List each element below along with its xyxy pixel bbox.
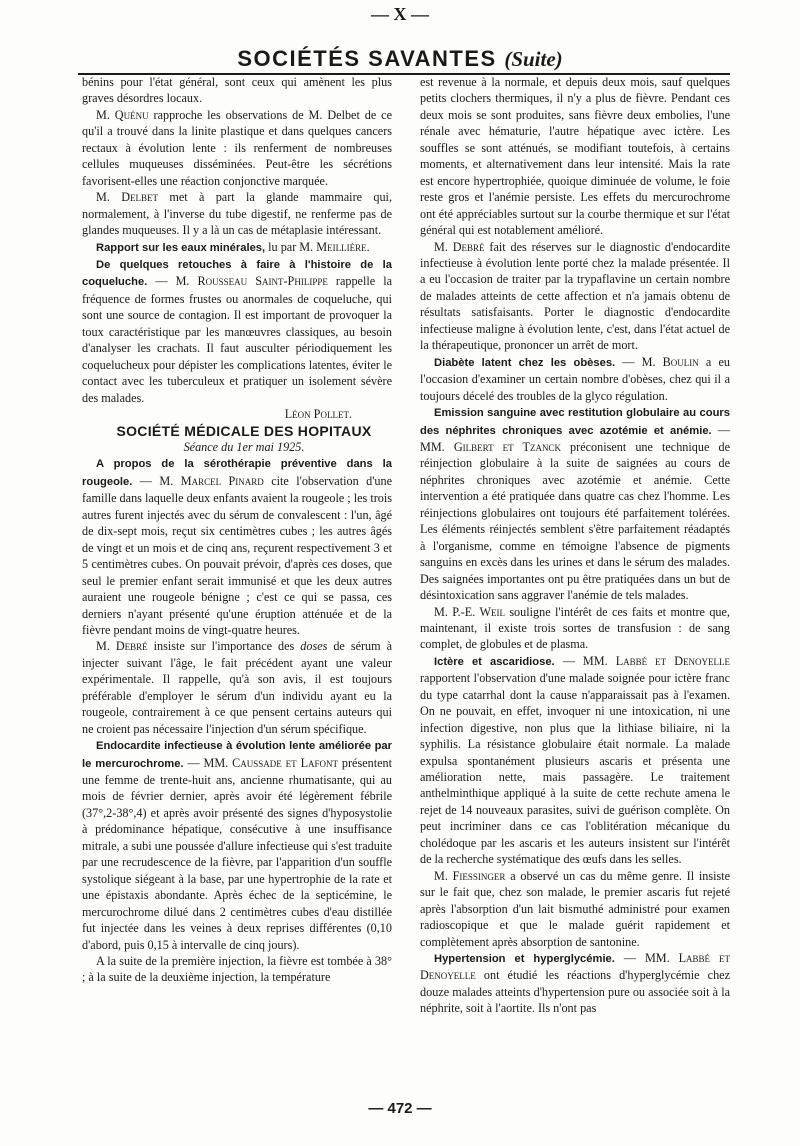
paragraph: Ictère et ascaridiose. — MM. Labbé et Denoyelle rapportent l'observation d'une malade soignée pour ictère franc du type catarrhal dont la cause n'apparaissait pas à l'examen. On ne pouvait, en effet, invoquer ni une intoxication, ni une infection digestive, non plus que la lithiase biliaire, ni la syphilis. La résistance globulaire était normale. La malade expulsa spontanément plusieurs ascaris et présenta une amélioration nette, mais passagère. Le traitement anthelminthique appliqué à la suite de cette rechute amena le rejet de 14 nouveaux parasites, suivi de guérison complète. On peut incriminer dans ce cas l'oblitération mécanique du cholédoque par les ascaris et les auteurs insistent sur l'intérêt de la recherche systématique des œufs dans les selles. — [420, 653, 730, 867]
paragraph: M. Delbet met à part la glande mammaire qui, normalement, à l'inverse du tube digestif, ne renferme pas de glandes muqueuses. Il y a là un cas de métaplasie intéressant. — [82, 190, 392, 238]
paragraph: Endocardite infectieuse à évolution lente améliorée par le mercurochrome. — MM. Caussade et Lafont présentent une femme de trente-huit ans, ancienne rhumatisante, qui au mois de février dernier, après avoir été légèrement fébrile (37°,2-38°,4) et après avoir présenté des signes d'hyposystolie à prédominance hépatique, consécutive à une insuffisance mitrale, a subi une poussée d'allure infectieuse qui s'est traduite par une recrudescence de la fièvre, par l'apparition d'un souffle systolique siégeant à la base, par une hypertrophie de la rate et une épistaxis abondante. Après échec de la septicémine, le mercurochrome dilué dans 2 centimètres cubes d'eau distillée fut injectée dans les veines à deux reprises différentes (0,10 d'abord, puis 0,15 à intervalle de cinq jours). — [82, 740, 392, 952]
author-name: Marcel Pinard — [180, 473, 264, 488]
author-name: Caussade et Lafont — [232, 755, 339, 770]
paragraph: A la suite de la première injection, la fièvre est tombée à 38° ; à la suite de la deuxième injection, la température — [82, 954, 392, 985]
subheading: De quelques retouches à faire à l'histoire de la coqueluche. — [82, 258, 392, 289]
author-name: M. P.-E. Weil — [434, 604, 505, 619]
signature: Léon Pollet. — [284, 407, 352, 422]
paragraph: bénins pour l'état général, sont ceux qui amènent les plus graves désordres locaux. — [82, 75, 392, 106]
paragraph: M. Fiessinger a observé un cas du même genre. Il insiste sur le fait que, chez son malade, le premier ascaris fut rejeté après l'absorption d'un lait bismuthé administré pour examen radioscopique et que le malade guérit rapidement et complètement après absorption de santonine. — [420, 868, 731, 949]
author-name: M. Debré — [434, 239, 485, 254]
paragraph: M. P.-E. Weil souligne l'intérêt de ces faits et montre que, maintenant, il existe trois sortes de transfusion : de sang complet, de globules et de plasma. — [420, 604, 730, 652]
paragraph: M. Debré fait des réserves sur le diagnostic d'endocardite infectieuse à évolution lente porté chez la malade présentée. Il a eu l'occasion de traiter par la trypaflavine un certain nombre de malades atteints de cette affection et n'a jamais obtenu de résultats satisfaisants. Porter le diagnostic d'endocardite infectieuse maligne à évolution lente, c'est, dans l'état actuel de la thérapeutique, prononcer un arrêt de mort. — [420, 239, 730, 353]
author-name: Labbé et Denoyelle — [615, 653, 730, 668]
paragraph: Emission sanguine avec restitution globulaire au cours des néphrites chroniques avec azotémie et anémie. — MM. Gilbert et Tzanck préconisent une technique de réinjection globulaire à la suite de saignées au cours de néphrites chroniques avec azotémie et anémie. Cette intervention a été pratiquée dans quatre cas chez l'homme. Les réinjections globulaires ont toujours été parfaitement tolérées. Les éléments réinjectés semblent s'être parfaitement réadaptés à l'organisme, comme en témoigne l'absence de pigments sanguins en excès dans les urines et dans le sérum des malades. Des saignées importantes ont pu être pratiquées dans un but de désintoxication sans aggraver l'anémie de tels malades. — [420, 407, 731, 603]
author-name: Labbé et Denoyelle — [420, 951, 730, 983]
subheading: Endocardite infectieuse à évolution lente améliorée par le mercurochrome. — [82, 740, 392, 770]
title-main: SOCIÉTÉS SAVANTES — [237, 46, 497, 71]
page-title — [0, 46, 800, 72]
subheading: Diabète latent chez les obèses. — [434, 356, 616, 369]
author-name: Rousseau Saint-Philippe — [197, 274, 328, 289]
section-date: Séance du 1er mai 1925. — [183, 439, 305, 454]
paragraph: Hypertension et hyperglycémie. — MM. Labbé et Denoyelle ont étudié les réactions d'hyperglycémie chez douze malades atteints d'hypertension pure ou associée soit à la néphrite, soit à l'aortite. Ils n'ont pas — [420, 951, 730, 1016]
section-title: SOCIÉTÉ MÉDICALE DES HOPITAUX — [116, 422, 372, 439]
right-column — [420, 74, 730, 1017]
page-roman-numeral: — X — — [371, 4, 429, 24]
author-name: Boulin — [662, 354, 699, 369]
subheading: Emission sanguine avec restitution globulaire au cours des néphrites chroniques avec azotémie et anémie. — [420, 407, 730, 437]
title-suite: (Suite) — [504, 47, 563, 71]
paragraph: A propos de la sérothérapie préventive dans la rougeole. — M. Marcel Pinard cite l'observation d'une famille dans laquelle deux enfants avaient la rougeole ; les trois autres furent injectés avec du sérum de convalescent : l'un, âgé de dix-sept mois, reçut six centimètres cubes ; les autres âgés de vingt et un mois et de cinq ans, reçurent respectivement 3 et 5 centimètres cubes. On pouvait prévoir, d'après ces doses, que seul le premier enfant serait immunisé et que les deux autres auraient une rougeole bénigne ; c'est ce qui se passa, ces derniers n'ayant présenté qu'une éruption atténuée et de la fièvre pendant moins de vingt-quatre heures. — [82, 458, 392, 637]
paragraph: M. Quénu rapproche les observations de M. Delbet de ce qu'il a trouvé dans la linite plastique et dans quelques cancers rectaux à évolution lente : ils renferment de nombreuses cellules muqueuses disséminées. Peut-être les sécrétions favorisent-elles une réaction conjonctive marquée. — [82, 107, 393, 188]
page-number: — 472 — — [368, 1100, 432, 1117]
paragraph: Diabète latent chez les obèses. — M. Boulin a eu l'occasion d'examiner un certain nombre d'obèses, chez qui il a toujours décelé des troubles de la glyco régulation. — [420, 354, 730, 403]
author-name: M. Debré — [96, 639, 148, 654]
author-name: M. Fiessinger — [434, 868, 506, 883]
author-name: M. Quénu — [96, 107, 149, 122]
paragraph: Rapport sur les eaux minérales, lu par M. Meillière. — [96, 239, 370, 254]
subheading: Hypertension et hyperglycémie. — [434, 953, 615, 966]
paragraph: M. Debré insiste sur l'importance des doses de sérum à injecter suivant l'âge, le fait précédent ayant une valeur expérimentale. Il rappelle, qu'à son avis, il est toujours préférable d'employer le sérum d'un individu ayant eu la rougeole, contrairement à ce que pensent certains auteurs qui ne croient pas nécessaire l'injection d'un sérum spécifique. — [82, 639, 392, 736]
subheading: Rapport sur les eaux minérales, — [96, 241, 266, 254]
subheading: Ictère et ascaridiose. — [434, 655, 555, 668]
author-name: Meillière. — [316, 239, 370, 254]
paragraph: est revenue à la normale, et depuis deux mois, sauf quelques petits clochers thermiques, il n'y a plus de fièvre. Pendant ces deux mois se sont produites, sans fièvre deux embolies, l'une rénale avec hématurie, l'autre hépatique avec ictère. Les souffles se sont atténués, se modifiant toutefois, à certains moments, et alternativement dans leur intensité. Mais la rate est encore hypertrophiée, quoique diminuée de volume, le foie reste gros et l'anémie persiste. Les effets du mercurochrome ont été appréciables surtout sur la courbe thermique et sur l'état général qui est notablement amélioré. — [420, 75, 730, 238]
left-column — [82, 74, 392, 986]
author-name: Gilbert et Tzanck — [453, 439, 561, 454]
author-name: M. Delbet — [96, 190, 159, 205]
paragraph: De quelques retouches à faire à l'histoire de la coqueluche. — M. Rousseau Saint-Philippe rappelle la fréquence de formes frustes ou anormales de coqueluche, qui sont une source de contagion. Il est important de provoquer la toux caractéristique par les manœuvres classiques, au besoin d'analyser les crachats. Il faut ausculter périodiquement les coquelucheux pour dépister les complications latentes, éviter le contact avec les tuberculeux et pratiquer un isolement sévère des malades. — [82, 258, 393, 405]
subheading: A propos de la sérothérapie préventive dans la rougeole. — [82, 458, 392, 488]
